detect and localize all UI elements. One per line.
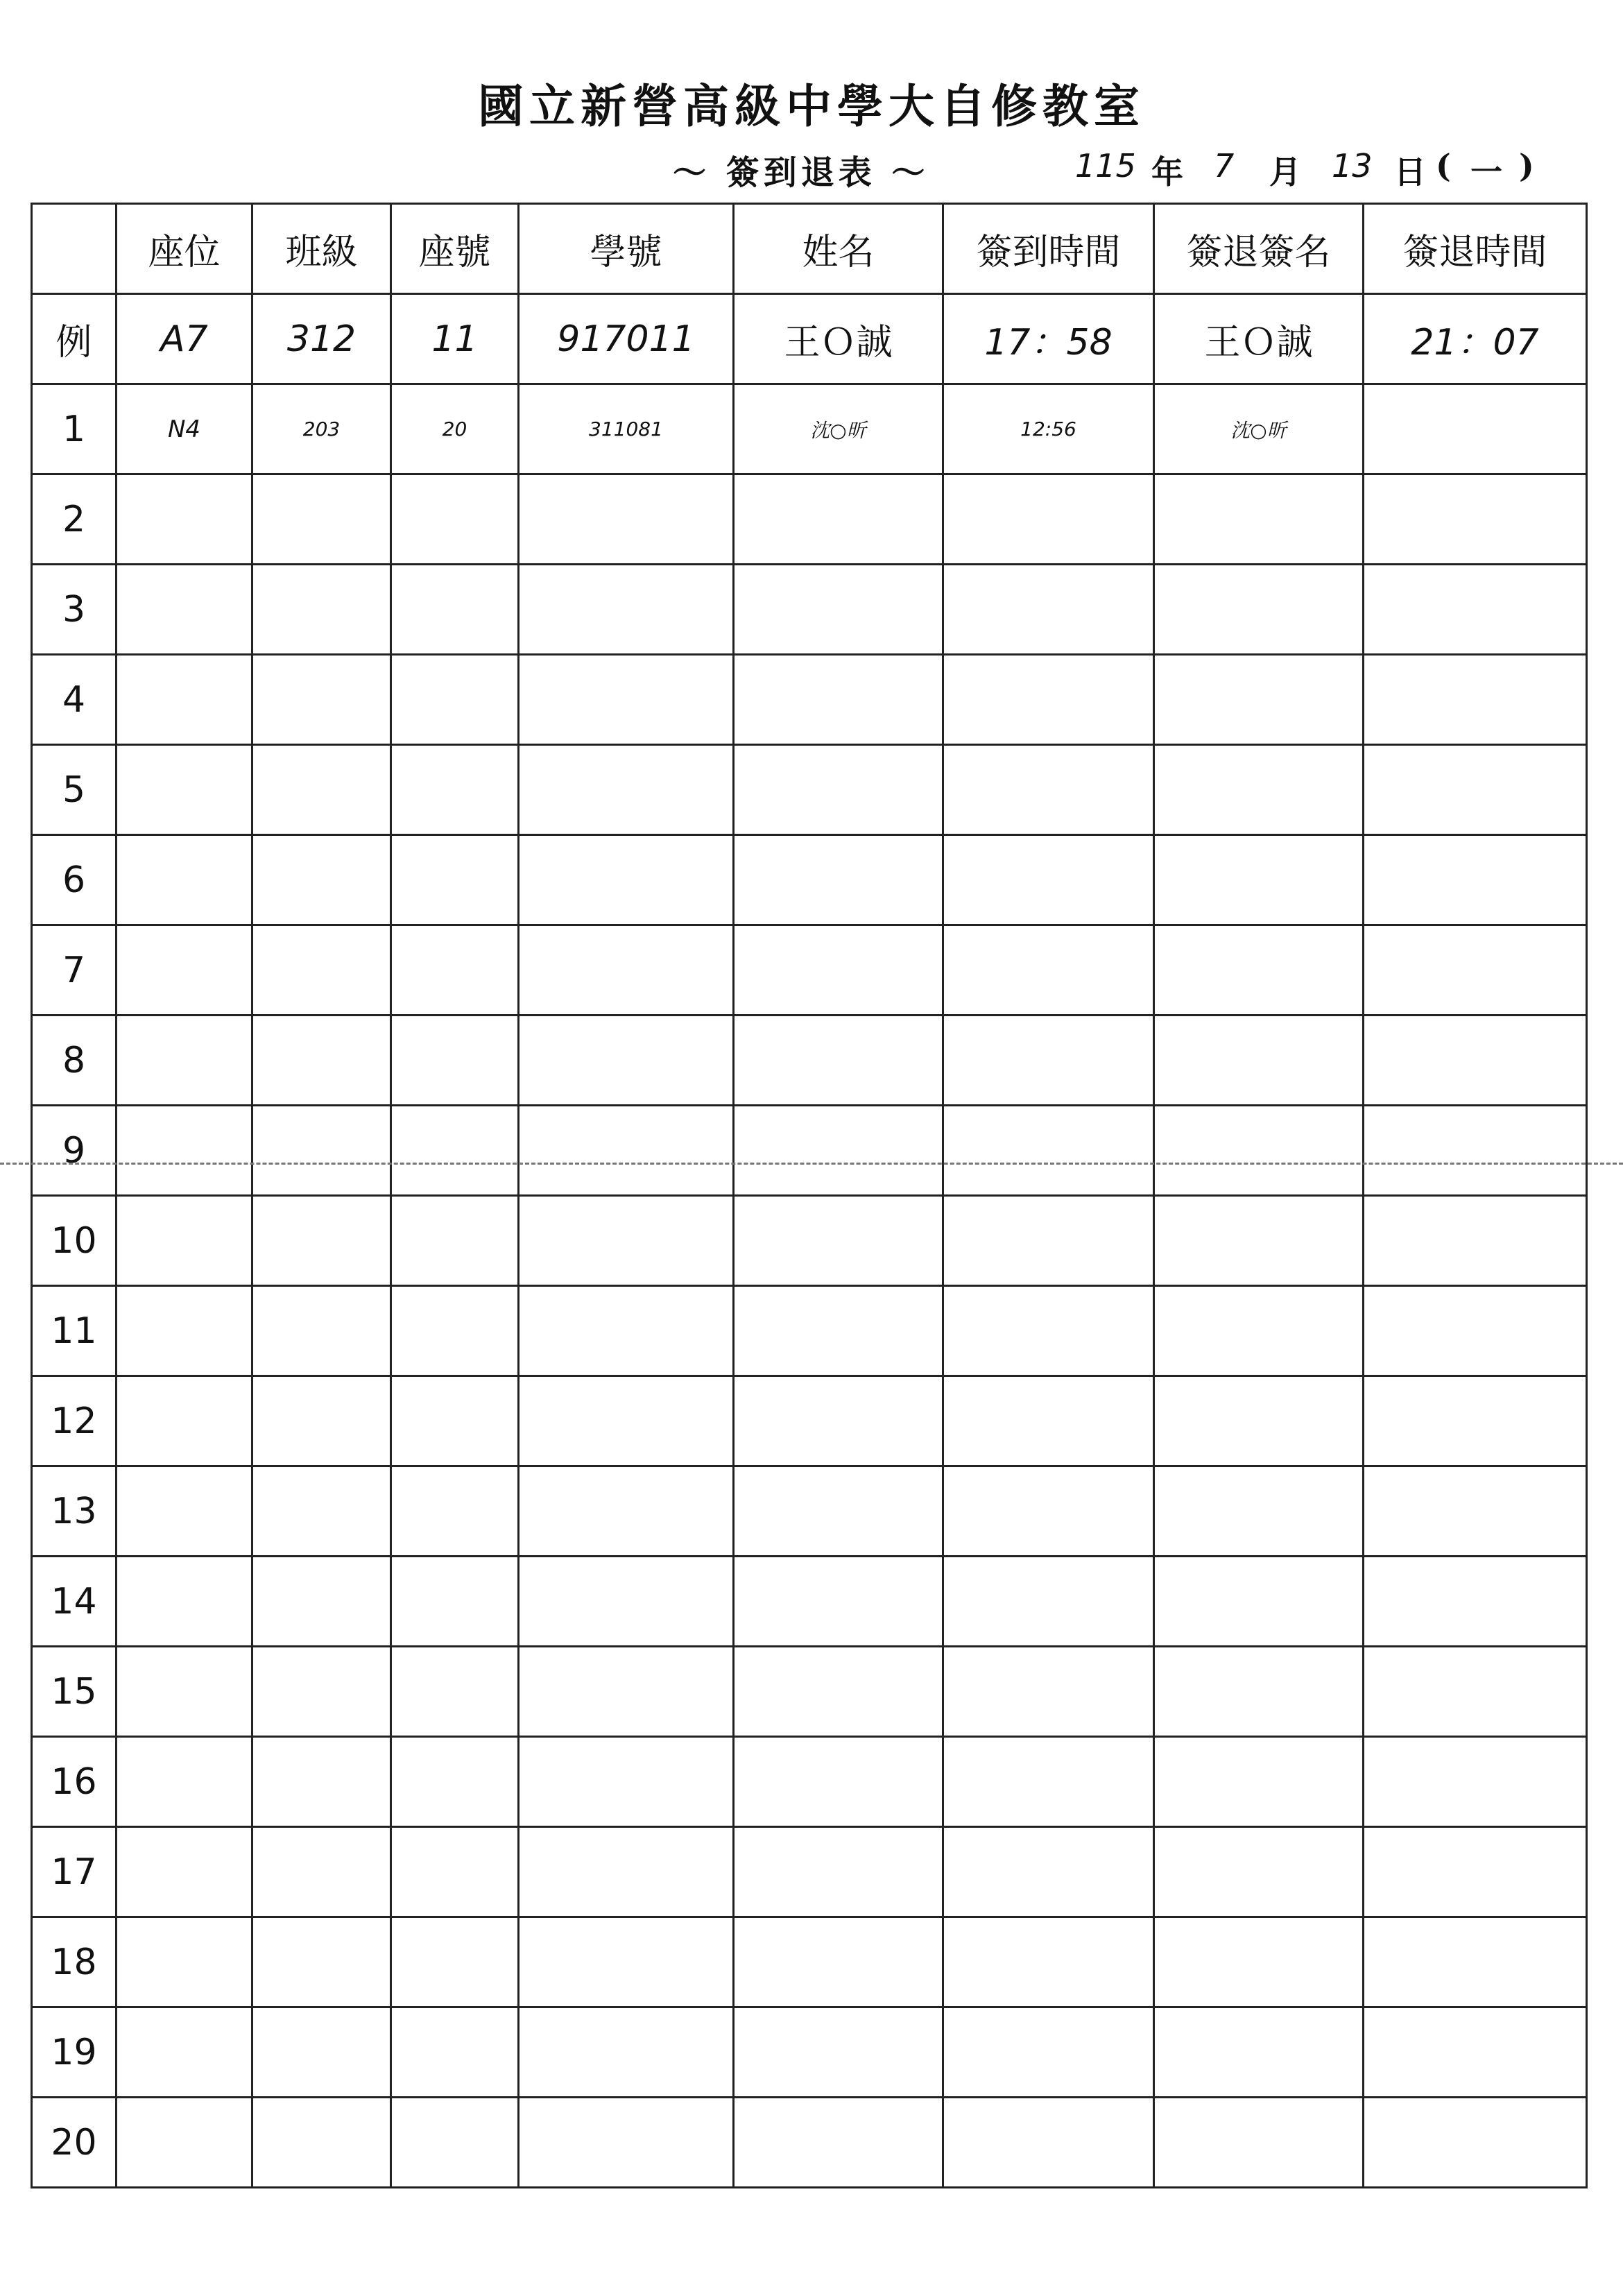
table-row	[32, 925, 1587, 1016]
sign-in-time-cell[interactable]	[943, 655, 1154, 745]
sign-out-signature-cell[interactable]	[1154, 745, 1364, 835]
row-number: 19	[32, 2007, 117, 2098]
class-cell[interactable]	[252, 1647, 391, 1737]
seat-cell[interactable]	[117, 1286, 252, 1376]
sign-out-time-cell[interactable]	[1364, 925, 1587, 1016]
student-id-cell[interactable]	[519, 1466, 734, 1557]
sign-in-time-cell[interactable]	[943, 1016, 1154, 1106]
sign-in-time-cell[interactable]	[943, 1737, 1154, 1827]
class-cell[interactable]	[252, 835, 391, 925]
table-row	[32, 1376, 1587, 1466]
sign-in-time-cell[interactable]	[943, 1827, 1154, 1917]
student-id-cell[interactable]: 311081	[519, 384, 734, 474]
sign-out-time-cell[interactable]	[1364, 2098, 1587, 2188]
seat-cell[interactable]	[117, 474, 252, 565]
table-row	[32, 1737, 1587, 1827]
date-month: 7	[1214, 147, 1235, 185]
sign-in-time-cell[interactable]	[943, 1196, 1154, 1286]
number-cell[interactable]	[391, 1196, 519, 1286]
header-sign-out-time: 簽退時間	[1364, 204, 1587, 294]
sign-in-time-cell[interactable]: 12:56	[943, 384, 1154, 474]
sign-out-time-cell[interactable]	[1364, 1557, 1587, 1647]
example-sign-in-time: 17：58	[943, 294, 1154, 384]
student-id-cell[interactable]	[519, 835, 734, 925]
sign-out-time-cell[interactable]	[1364, 1466, 1587, 1557]
class-cell[interactable]	[252, 565, 391, 655]
student-id-cell[interactable]	[519, 474, 734, 565]
header-sign-in-time: 簽到時間	[943, 204, 1154, 294]
date-day-label: 日	[1394, 153, 1426, 191]
student-id-cell[interactable]	[519, 1016, 734, 1106]
sign-in-time-cell[interactable]	[943, 1376, 1154, 1466]
seat-cell[interactable]	[117, 2098, 252, 2188]
sign-out-time-cell[interactable]	[1364, 1647, 1587, 1737]
sign-in-time-cell[interactable]	[943, 925, 1154, 1016]
example-name: 王Ｏ誠	[734, 294, 943, 384]
date-year-label: 年	[1151, 153, 1183, 191]
number-cell[interactable]	[391, 1737, 519, 1827]
class-cell[interactable]	[252, 1917, 391, 2007]
header-name: 姓名	[734, 204, 943, 294]
sign-out-time-cell[interactable]	[1364, 1917, 1587, 2007]
name-cell[interactable]	[734, 565, 943, 655]
header-class: 班級	[252, 204, 391, 294]
sign-out-time-cell[interactable]	[1364, 1827, 1587, 1917]
number-cell[interactable]	[391, 1106, 519, 1196]
table-row	[32, 474, 1587, 565]
example-row	[32, 294, 1587, 384]
student-id-cell[interactable]	[519, 1286, 734, 1376]
class-cell[interactable]	[252, 1827, 391, 1917]
sign-out-signature-cell[interactable]	[1154, 1196, 1364, 1286]
class-cell[interactable]	[252, 2098, 391, 2188]
student-id-cell[interactable]	[519, 2098, 734, 2188]
table-row	[32, 655, 1587, 745]
sign-out-signature-cell[interactable]	[1154, 474, 1364, 565]
sign-out-signature-cell[interactable]	[1154, 1286, 1364, 1376]
sign-out-signature-cell[interactable]	[1154, 1737, 1364, 1827]
row-number: 9	[32, 1106, 117, 1196]
number-cell[interactable]	[391, 2098, 519, 2188]
seat-cell[interactable]	[117, 835, 252, 925]
sign-out-signature-cell[interactable]: 沈○昕	[1154, 384, 1364, 474]
header-sign-out-signature: 簽退簽名	[1154, 204, 1364, 294]
sign-out-signature-cell[interactable]	[1154, 1106, 1364, 1196]
row-number: 7	[32, 925, 117, 1016]
number-cell[interactable]: 20	[391, 384, 519, 474]
sign-in-time-cell[interactable]	[943, 1647, 1154, 1737]
seat-cell[interactable]	[117, 565, 252, 655]
seat-cell[interactable]	[117, 1827, 252, 1917]
class-cell[interactable]	[252, 2007, 391, 2098]
row-number: 8	[32, 1016, 117, 1106]
name-cell[interactable]	[734, 2007, 943, 2098]
sign-in-time-cell[interactable]	[943, 1286, 1154, 1376]
sign-in-time-cell[interactable]	[943, 1557, 1154, 1647]
sign-out-time-cell[interactable]	[1364, 655, 1587, 745]
sign-out-signature-cell[interactable]	[1154, 2007, 1364, 2098]
name-cell[interactable]	[734, 655, 943, 745]
name-cell[interactable]	[734, 2098, 943, 2188]
date-year: 115	[1075, 147, 1136, 185]
example-seat: A7	[117, 294, 252, 384]
row-number: 17	[32, 1827, 117, 1917]
table-row	[32, 1917, 1587, 2007]
row-number: 1	[32, 384, 117, 474]
sign-in-out-table	[31, 203, 1588, 2188]
row-number: 3	[32, 565, 117, 655]
sign-out-signature-cell[interactable]	[1154, 2098, 1364, 2188]
number-cell[interactable]	[391, 1647, 519, 1737]
form-subtitle: ～ 簽到退表 ～	[673, 153, 929, 192]
example-sign-out-time: 21：07	[1364, 294, 1587, 384]
number-cell[interactable]	[391, 1016, 519, 1106]
row-number: 16	[32, 1737, 117, 1827]
table-row	[32, 384, 1587, 474]
sign-out-time-cell[interactable]	[1364, 1286, 1587, 1376]
class-cell[interactable]	[252, 1016, 391, 1106]
sign-in-time-cell[interactable]	[943, 745, 1154, 835]
row-number: 15	[32, 1647, 117, 1737]
name-cell[interactable]	[734, 745, 943, 835]
sign-in-time-cell[interactable]	[943, 1917, 1154, 2007]
name-cell[interactable]	[734, 474, 943, 565]
table-row	[32, 1106, 1587, 1196]
row-number: 11	[32, 1286, 117, 1376]
number-cell[interactable]	[391, 1466, 519, 1557]
sign-out-time-cell[interactable]	[1364, 1106, 1587, 1196]
row-number: 12	[32, 1376, 117, 1466]
number-cell[interactable]	[391, 1827, 519, 1917]
sign-out-time-cell[interactable]	[1364, 745, 1587, 835]
sign-out-signature-cell[interactable]	[1154, 1557, 1364, 1647]
name-cell[interactable]	[734, 1376, 943, 1466]
sign-out-time-cell[interactable]	[1364, 835, 1587, 925]
row-number: 5	[32, 745, 117, 835]
table-row	[32, 1647, 1587, 1737]
sign-out-signature-cell[interactable]	[1154, 1827, 1364, 1917]
student-id-cell[interactable]	[519, 655, 734, 745]
sign-out-signature-cell[interactable]	[1154, 1917, 1364, 2007]
sign-in-time-cell[interactable]	[943, 2098, 1154, 2188]
seat-cell[interactable]: N4	[117, 384, 252, 474]
example-student-id: 917011	[519, 294, 734, 384]
seat-cell[interactable]	[117, 1376, 252, 1466]
table-row	[32, 1827, 1587, 1917]
sign-out-time-cell[interactable]	[1364, 1376, 1587, 1466]
sign-in-time-cell[interactable]	[943, 835, 1154, 925]
row-number: 2	[32, 474, 117, 565]
header-row	[32, 204, 1587, 294]
class-cell[interactable]	[252, 1466, 391, 1557]
number-cell[interactable]	[391, 2007, 519, 2098]
sign-out-time-cell[interactable]	[1364, 2007, 1587, 2098]
form-title: 國立新營高級中學大自修教室	[478, 79, 1145, 133]
sign-out-time-cell[interactable]	[1364, 565, 1587, 655]
table-row	[32, 835, 1587, 925]
row-number: 18	[32, 1917, 117, 2007]
number-cell[interactable]	[391, 1376, 519, 1466]
table-row	[32, 2007, 1587, 2098]
table-row	[32, 1196, 1587, 1286]
seat-cell[interactable]	[117, 655, 252, 745]
row-number: 14	[32, 1557, 117, 1647]
seat-cell[interactable]	[117, 745, 252, 835]
seat-cell[interactable]	[117, 1647, 252, 1737]
date-weekday-close: )	[1519, 147, 1534, 185]
row-number: 10	[32, 1196, 117, 1286]
name-cell[interactable]	[734, 1196, 943, 1286]
header-corner	[32, 204, 117, 294]
row-number: 13	[32, 1466, 117, 1557]
name-cell[interactable]	[734, 925, 943, 1016]
name-cell[interactable]	[734, 1286, 943, 1376]
class-cell[interactable]	[252, 1376, 391, 1466]
sign-in-time-cell[interactable]	[943, 1106, 1154, 1196]
table-row	[32, 565, 1587, 655]
date-day: 13	[1332, 147, 1373, 185]
sign-in-time-cell[interactable]	[943, 2007, 1154, 2098]
seat-cell[interactable]	[117, 2007, 252, 2098]
seat-cell[interactable]	[117, 1016, 252, 1106]
student-id-cell[interactable]	[519, 1106, 734, 1196]
sign-out-time-cell[interactable]	[1364, 474, 1587, 565]
example-number: 11	[391, 294, 519, 384]
class-cell[interactable]	[252, 1196, 391, 1286]
date-month-label: 月	[1269, 153, 1301, 191]
date-line	[1075, 147, 1561, 196]
sign-out-signature-cell[interactable]	[1154, 1376, 1364, 1466]
name-cell[interactable]	[734, 1106, 943, 1196]
seat-cell[interactable]	[117, 1917, 252, 2007]
student-id-cell[interactable]	[519, 1917, 734, 2007]
header-student-id: 學號	[519, 204, 734, 294]
table-row	[32, 1286, 1587, 1376]
name-cell[interactable]	[734, 1557, 943, 1647]
student-id-cell[interactable]	[519, 1196, 734, 1286]
student-id-cell[interactable]	[519, 745, 734, 835]
name-cell[interactable]	[734, 1737, 943, 1827]
name-cell[interactable]	[734, 1466, 943, 1557]
row-number: 4	[32, 655, 117, 745]
student-id-cell[interactable]	[519, 565, 734, 655]
student-id-cell[interactable]	[519, 1737, 734, 1827]
class-cell[interactable]	[252, 1737, 391, 1827]
sign-out-time-cell[interactable]	[1364, 1016, 1587, 1106]
name-cell[interactable]	[734, 1827, 943, 1917]
number-cell[interactable]	[391, 565, 519, 655]
sign-in-time-cell[interactable]	[943, 1466, 1154, 1557]
seat-cell[interactable]	[117, 1557, 252, 1647]
name-cell[interactable]	[734, 1647, 943, 1737]
class-cell[interactable]	[252, 655, 391, 745]
table-row	[32, 1557, 1587, 1647]
header-number: 座號	[391, 204, 519, 294]
class-cell[interactable]: 203	[252, 384, 391, 474]
student-id-cell[interactable]	[519, 1376, 734, 1466]
student-id-cell[interactable]	[519, 2007, 734, 2098]
student-id-cell[interactable]	[519, 1827, 734, 1917]
date-weekday: 一	[1470, 153, 1502, 191]
header-seat: 座位	[117, 204, 252, 294]
sign-out-signature-cell[interactable]	[1154, 1466, 1364, 1557]
table-row	[32, 1466, 1587, 1557]
name-cell[interactable]	[734, 835, 943, 925]
sign-out-signature-cell[interactable]	[1154, 655, 1364, 745]
seat-cell[interactable]	[117, 1466, 252, 1557]
number-cell[interactable]	[391, 655, 519, 745]
sign-in-time-cell[interactable]	[943, 565, 1154, 655]
example-label: 例	[32, 294, 117, 384]
date-weekday-open: (	[1436, 147, 1451, 185]
row-number: 20	[32, 2098, 117, 2188]
seat-cell[interactable]	[117, 1106, 252, 1196]
number-cell[interactable]	[391, 745, 519, 835]
class-cell[interactable]	[252, 925, 391, 1016]
name-cell[interactable]	[734, 1016, 943, 1106]
number-cell[interactable]	[391, 835, 519, 925]
sign-out-time-cell[interactable]	[1364, 1196, 1587, 1286]
number-cell[interactable]	[391, 474, 519, 565]
sign-out-signature-cell[interactable]	[1154, 835, 1364, 925]
number-cell[interactable]	[391, 1286, 519, 1376]
sign-out-signature-cell[interactable]	[1154, 565, 1364, 655]
sign-out-signature-cell[interactable]	[1154, 925, 1364, 1016]
class-cell[interactable]	[252, 1557, 391, 1647]
sign-out-time-cell[interactable]	[1364, 384, 1587, 474]
student-id-cell[interactable]	[519, 925, 734, 1016]
table-row	[32, 1016, 1587, 1106]
number-cell[interactable]	[391, 1917, 519, 2007]
class-cell[interactable]	[252, 474, 391, 565]
class-cell[interactable]	[252, 1286, 391, 1376]
number-cell[interactable]	[391, 925, 519, 1016]
table-row	[32, 2098, 1587, 2188]
number-cell[interactable]	[391, 1557, 519, 1647]
sign-out-signature-cell[interactable]	[1154, 1016, 1364, 1106]
class-cell[interactable]	[252, 745, 391, 835]
sign-out-signature-cell[interactable]	[1154, 1647, 1364, 1737]
fold-line	[0, 1163, 1623, 1165]
class-cell[interactable]	[252, 1106, 391, 1196]
sign-out-time-cell[interactable]	[1364, 1737, 1587, 1827]
sign-in-time-cell[interactable]	[943, 474, 1154, 565]
example-sign-out-signature: 王Ｏ誠	[1154, 294, 1364, 384]
table-row	[32, 745, 1587, 835]
example-class: 312	[252, 294, 391, 384]
name-cell[interactable]: 沈○昕	[734, 384, 943, 474]
seat-cell[interactable]	[117, 925, 252, 1016]
student-id-cell[interactable]	[519, 1647, 734, 1737]
row-number: 6	[32, 835, 117, 925]
name-cell[interactable]	[734, 1917, 943, 2007]
seat-cell[interactable]	[117, 1196, 252, 1286]
seat-cell[interactable]	[117, 1737, 252, 1827]
student-id-cell[interactable]	[519, 1557, 734, 1647]
